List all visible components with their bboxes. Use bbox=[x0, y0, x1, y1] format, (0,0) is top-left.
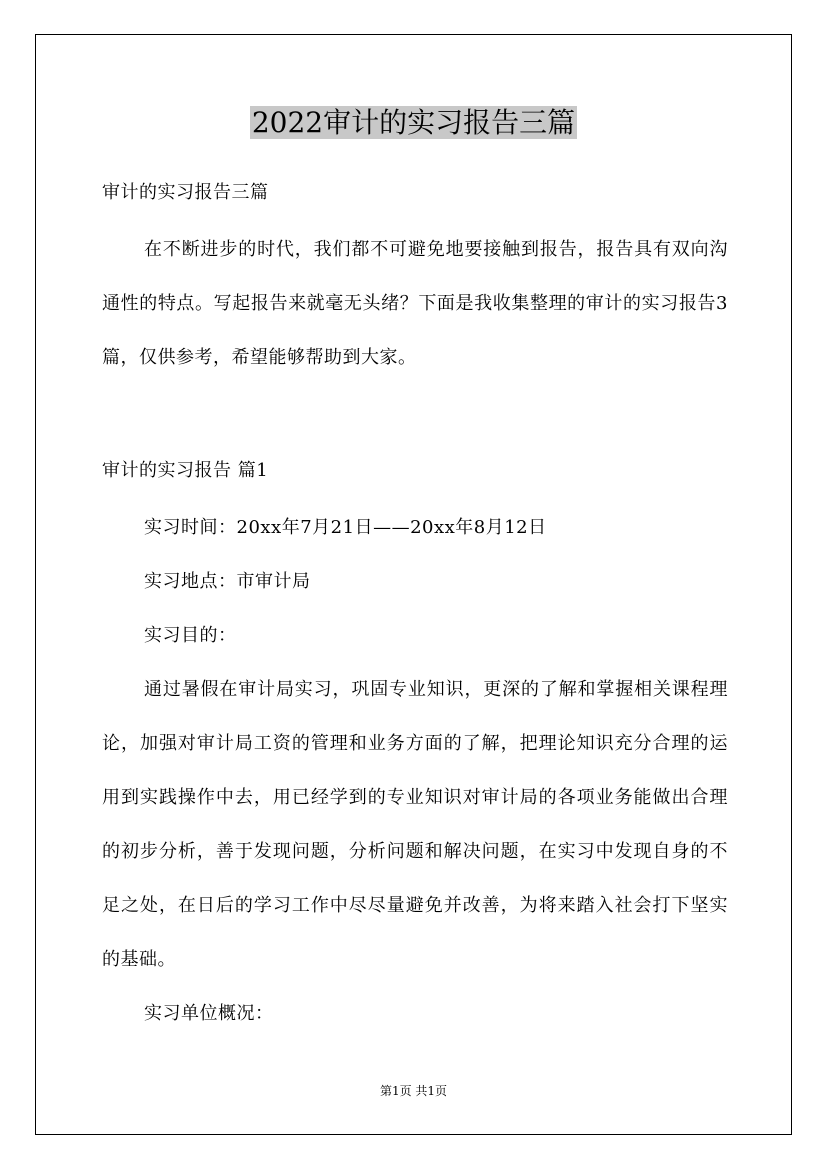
document-title bbox=[0, 101, 827, 145]
purpose-paragraph: 通过暑假在审计局实习，巩固专业知识，更深的了解和掌握相关课程理论，加强对审计局工资的管理和业务方面的了解，把理论知识充分合理的运用到实践操作中去，用已经学到的专业知识对审计局的各项业务能做出合理的初步分析，善于发现问题，分析问题和解决问题，在实习中发现自身的不足之处，在日后的学习工作中尽尽量避免并改善，为将来踏入社会打下坚实的基础。 bbox=[102, 679, 728, 970]
subtitle: 审计的实习报告三篇 bbox=[102, 182, 269, 203]
unit-overview-label: 实习单位概况： bbox=[144, 1003, 274, 1024]
intro-paragraph: 在不断进步的时代，我们都不可避免地要接触到报告，报告具有双向沟通性的特点。写起报告来就毫无头绪？下面是我收集整理的审计的实习报告3篇，仅供参考，希望能够帮助到大家。 bbox=[102, 239, 728, 368]
internship-time: 实习时间：20xx年7月21日——20xx年8月12日 bbox=[144, 517, 547, 538]
document-title-text: 2022审计的实习报告三篇 bbox=[251, 106, 576, 139]
internship-place: 实习地点：市审计局 bbox=[144, 571, 311, 592]
page-number-footer: 第1页 共1页 bbox=[379, 1084, 448, 1098]
purpose-label: 实习目的： bbox=[144, 625, 237, 646]
document-body bbox=[102, 169, 728, 1041]
section-heading: 审计的实习报告 篇1 bbox=[102, 460, 269, 481]
